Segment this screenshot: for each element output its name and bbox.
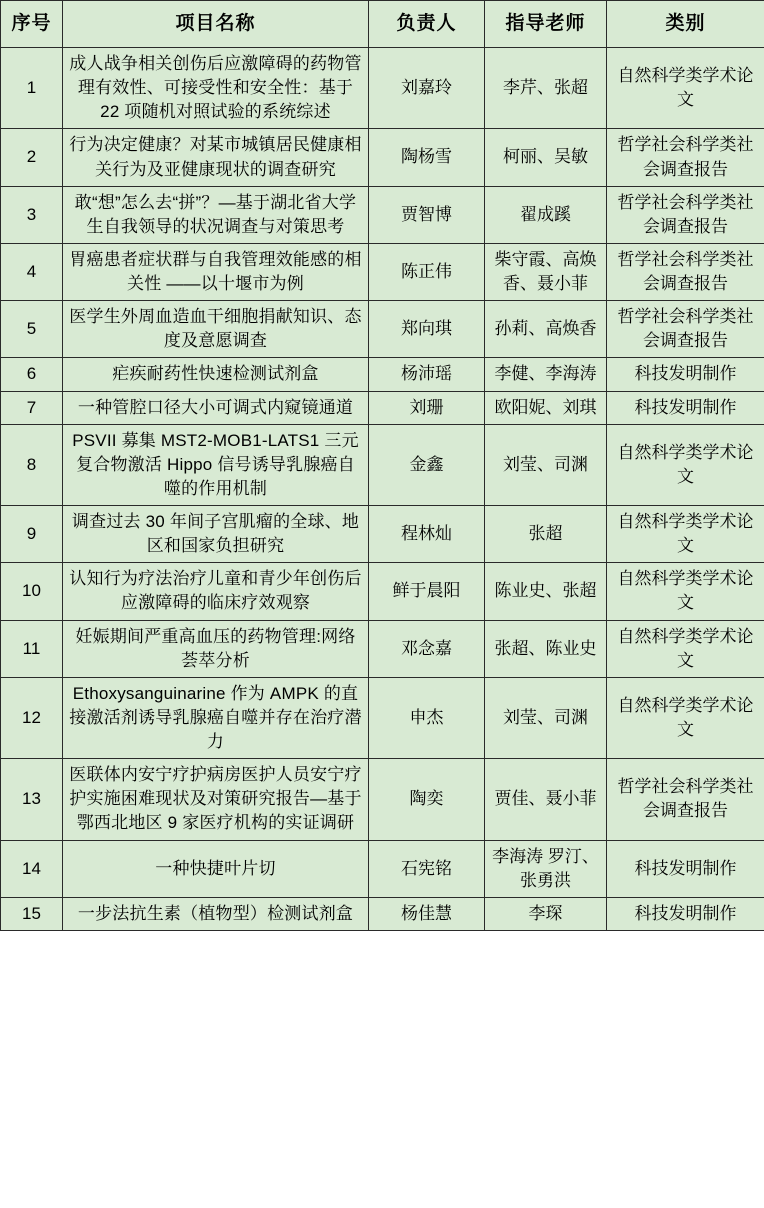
cell-mentor: 孙莉、高焕香 xyxy=(485,301,607,358)
cell-category: 自然科学类学术论文 xyxy=(607,48,764,129)
cell-title: 行为决定健康？对某市城镇居民健康相关行为及亚健康现状的调查研究 xyxy=(63,129,369,186)
cell-mentor: 欧阳妮、刘琪 xyxy=(485,391,607,424)
cell-title: 认知行为疗法治疗儿童和青少年创伤后应激障碍的临床疗效观察 xyxy=(63,563,369,620)
cell-title: PSVII 募集 MST2-MOB1-LATS1 三元复合物激活 Hippo 信号诱导乳腺癌自噬的作用机制 xyxy=(63,424,369,505)
cell-title: 疟疾耐药性快速检测试剂盒 xyxy=(63,358,369,391)
cell-title: Ethoxysanguinarine 作为 AMPK 的直接激活剂诱导乳腺癌自噬并存在治疗潜力 xyxy=(63,677,369,758)
table-body xyxy=(1,48,764,931)
cell-index: 10 xyxy=(1,563,63,620)
cell-leader: 杨佳慧 xyxy=(369,897,485,930)
table-row xyxy=(1,506,764,563)
cell-index: 14 xyxy=(1,840,63,897)
cell-title: 一种管腔口径大小可调式内窥镜通道 xyxy=(63,391,369,424)
cell-index: 3 xyxy=(1,186,63,243)
cell-title: 调查过去 30 年间子宫肌瘤的全球、地区和国家负担研究 xyxy=(63,506,369,563)
cell-index: 4 xyxy=(1,243,63,300)
cell-mentor: 李琛 xyxy=(485,897,607,930)
cell-mentor: 李芹、张超 xyxy=(485,48,607,129)
table-row xyxy=(1,301,764,358)
table-row xyxy=(1,129,764,186)
table-row xyxy=(1,759,764,840)
table-row xyxy=(1,840,764,897)
cell-leader: 金鑫 xyxy=(369,424,485,505)
table-header-row xyxy=(1,1,764,48)
cell-leader: 石宪铭 xyxy=(369,840,485,897)
cell-title: 胃癌患者症状群与自我管理效能感的相关性 ——以十堰市为例 xyxy=(63,243,369,300)
cell-index: 1 xyxy=(1,48,63,129)
column-header-mentor: 指导老师 xyxy=(485,1,607,48)
cell-category: 自然科学类学术论文 xyxy=(607,677,764,758)
cell-category: 哲学社会科学类社会调查报告 xyxy=(607,301,764,358)
cell-leader: 杨沛瑶 xyxy=(369,358,485,391)
table-header xyxy=(1,1,764,48)
cell-category: 科技发明制作 xyxy=(607,840,764,897)
cell-title: 一步法抗生素（植物型）检测试剂盒 xyxy=(63,897,369,930)
cell-index: 9 xyxy=(1,506,63,563)
cell-mentor: 柯丽、吴敏 xyxy=(485,129,607,186)
cell-category: 哲学社会科学类社会调查报告 xyxy=(607,243,764,300)
cell-category: 科技发明制作 xyxy=(607,358,764,391)
table-row xyxy=(1,243,764,300)
column-header-leader: 负责人 xyxy=(369,1,485,48)
cell-leader: 鲜于晨阳 xyxy=(369,563,485,620)
table-row xyxy=(1,620,764,677)
table-row xyxy=(1,424,764,505)
cell-mentor: 翟成蹊 xyxy=(485,186,607,243)
cell-mentor: 张超 xyxy=(485,506,607,563)
cell-leader: 刘嘉玲 xyxy=(369,48,485,129)
cell-index: 15 xyxy=(1,897,63,930)
cell-mentor: 贾佳、聂小菲 xyxy=(485,759,607,840)
cell-index: 8 xyxy=(1,424,63,505)
table-row xyxy=(1,563,764,620)
cell-mentor: 刘莹、司渊 xyxy=(485,677,607,758)
cell-mentor: 刘莹、司渊 xyxy=(485,424,607,505)
cell-leader: 陶奕 xyxy=(369,759,485,840)
cell-category: 哲学社会科学类社会调查报告 xyxy=(607,759,764,840)
cell-index: 12 xyxy=(1,677,63,758)
table-row xyxy=(1,897,764,930)
cell-mentor: 陈业史、张超 xyxy=(485,563,607,620)
column-header-title: 项目名称 xyxy=(63,1,369,48)
cell-index: 5 xyxy=(1,301,63,358)
cell-leader: 刘珊 xyxy=(369,391,485,424)
cell-leader: 陶杨雪 xyxy=(369,129,485,186)
cell-category: 自然科学类学术论文 xyxy=(607,506,764,563)
cell-category: 自然科学类学术论文 xyxy=(607,620,764,677)
table-row xyxy=(1,186,764,243)
cell-leader: 贾智博 xyxy=(369,186,485,243)
cell-leader: 邓念嘉 xyxy=(369,620,485,677)
column-header-index: 序号 xyxy=(1,1,63,48)
cell-title: 医联体内安宁疗护病房医护人员安宁疗护实施困难现状及对策研究报告—基于鄂西北地区 9 家医疗机构的实证调研 xyxy=(63,759,369,840)
table-row xyxy=(1,358,764,391)
table-row xyxy=(1,48,764,129)
cell-category: 科技发明制作 xyxy=(607,897,764,930)
cell-index: 13 xyxy=(1,759,63,840)
cell-title: 成人战争相关创伤后应激障碍的药物管理有效性、可接受性和安全性：基于 22 项随机对照试验的系统综述 xyxy=(63,48,369,129)
cell-index: 11 xyxy=(1,620,63,677)
table-row xyxy=(1,391,764,424)
cell-leader: 程林灿 xyxy=(369,506,485,563)
cell-index: 6 xyxy=(1,358,63,391)
table-row xyxy=(1,677,764,758)
cell-leader: 申杰 xyxy=(369,677,485,758)
cell-leader: 陈正伟 xyxy=(369,243,485,300)
cell-category: 哲学社会科学类社会调查报告 xyxy=(607,186,764,243)
cell-mentor: 李海涛 罗汀、张勇洪 xyxy=(485,840,607,897)
column-header-category: 类别 xyxy=(607,1,764,48)
cell-mentor: 李健、李海涛 xyxy=(485,358,607,391)
cell-title: 医学生外周血造血干细胞捐献知识、态度及意愿调查 xyxy=(63,301,369,358)
cell-category: 科技发明制作 xyxy=(607,391,764,424)
cell-title: 敢“想”怎么去“拼”？—基于湖北省大学生自我领导的状况调查与对策思考 xyxy=(63,186,369,243)
cell-index: 7 xyxy=(1,391,63,424)
cell-category: 哲学社会科学类社会调查报告 xyxy=(607,129,764,186)
cell-category: 自然科学类学术论文 xyxy=(607,563,764,620)
cell-title: 一种快捷叶片切 xyxy=(63,840,369,897)
cell-leader: 郑向琪 xyxy=(369,301,485,358)
cell-title: 妊娠期间严重高血压的药物管理:网络荟萃分析 xyxy=(63,620,369,677)
cell-mentor: 张超、陈业史 xyxy=(485,620,607,677)
cell-mentor: 柴守霞、高焕香、聂小菲 xyxy=(485,243,607,300)
cell-category: 自然科学类学术论文 xyxy=(607,424,764,505)
cell-index: 2 xyxy=(1,129,63,186)
